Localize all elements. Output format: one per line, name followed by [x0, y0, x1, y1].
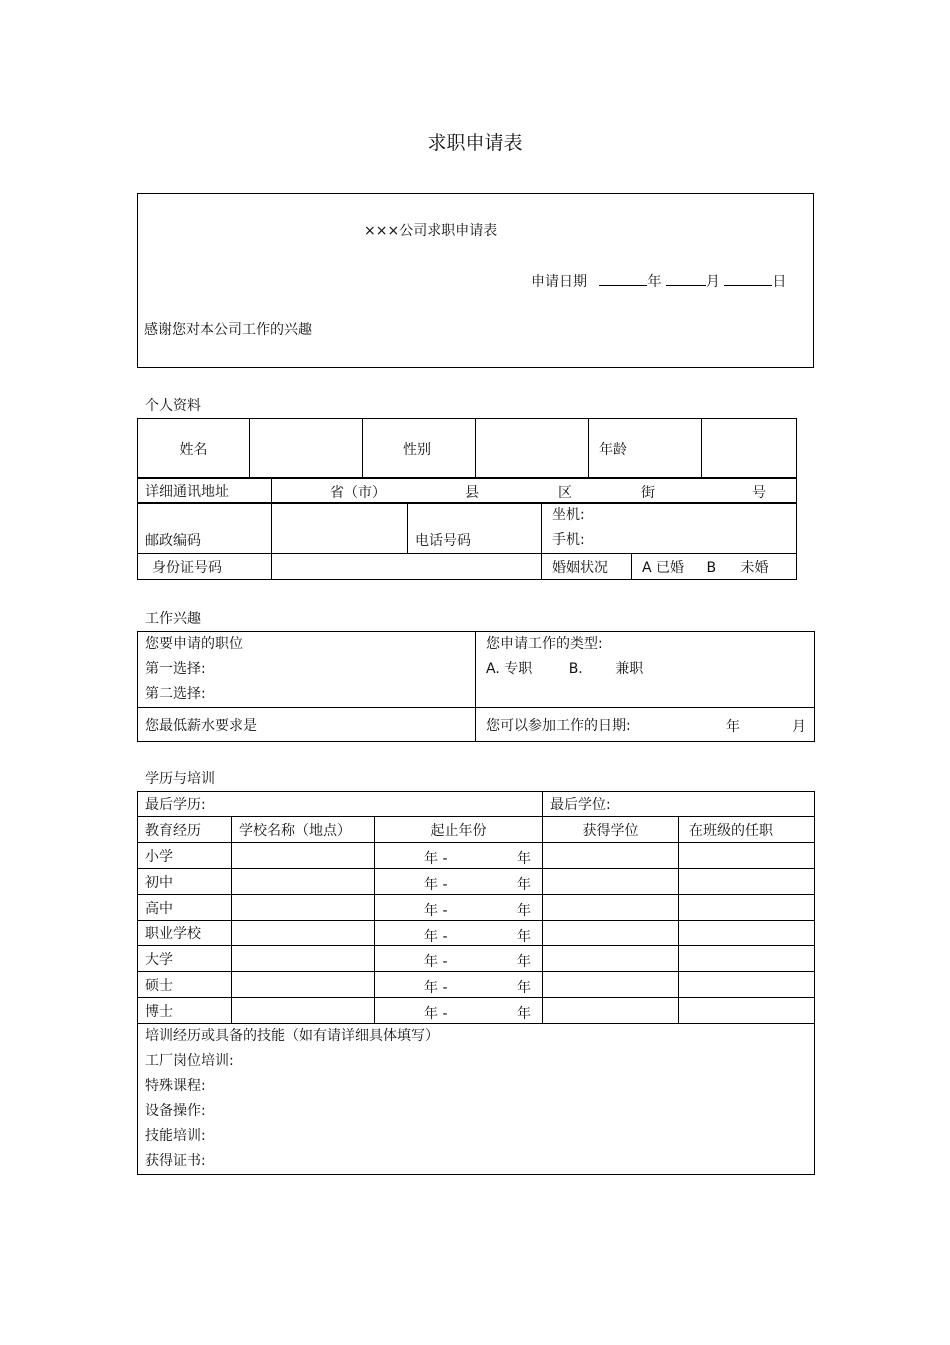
county-label: 县 [465, 485, 479, 501]
table-row [138, 998, 815, 1024]
marital-label: 婚姻状况 [542, 554, 632, 580]
phone-input[interactable] [542, 503, 797, 554]
section-interest: 工作兴趣 [145, 611, 201, 627]
header-school: 学校名称（地点） [232, 817, 375, 843]
apply-year-field[interactable] [599, 272, 647, 286]
table-row [138, 921, 815, 946]
year-from-label: 年 - [424, 954, 448, 970]
training-item: 工厂岗位培训: [145, 1053, 234, 1069]
year-from-label: 年 - [424, 851, 448, 867]
position-cell[interactable] [138, 632, 476, 708]
degree-input[interactable] [543, 998, 679, 1024]
thanks-text: 感谢您对本公司工作的兴趣 [144, 322, 312, 338]
personal-address-table [137, 477, 797, 504]
years-input[interactable] [375, 998, 543, 1024]
street-label: 街 [641, 485, 655, 501]
header-years: 起止年份 [375, 817, 543, 843]
personal-name-table [137, 418, 797, 479]
role-input[interactable] [679, 998, 815, 1024]
type-b-letter: B. [568, 661, 583, 677]
row-level: 硕士 [138, 972, 232, 998]
training-item: 技能培训: [145, 1128, 206, 1144]
table-row [138, 895, 815, 921]
table-row [138, 843, 815, 869]
start-month-label: 月 [792, 719, 806, 735]
phone-label: 电话号码 [408, 503, 542, 554]
apply-month-label: 月 [705, 274, 720, 290]
school-input[interactable] [232, 998, 375, 1024]
role-input[interactable] [679, 946, 815, 972]
personal-id-table [137, 553, 797, 580]
row-level: 高中 [138, 895, 232, 921]
number-label: 号 [752, 485, 766, 501]
address-label: 详细通讯地址 [138, 478, 272, 504]
name-input[interactable] [250, 419, 363, 479]
province-label: 省（市） [330, 485, 386, 501]
address-input[interactable] [272, 478, 797, 504]
degree-input[interactable] [543, 869, 679, 895]
type-b-option[interactable]: 兼职 [615, 661, 644, 677]
year-to-label: 年 [517, 980, 531, 996]
school-input[interactable] [232, 895, 375, 921]
mobile-label: 手机: [552, 532, 585, 548]
row-level: 小学 [138, 843, 232, 869]
header-degree: 获得学位 [543, 817, 679, 843]
years-input[interactable] [375, 869, 543, 895]
school-input[interactable] [232, 946, 375, 972]
training-item: 特殊课程: [145, 1078, 206, 1094]
table-row [138, 972, 815, 998]
district-label: 区 [558, 485, 572, 501]
degree-input[interactable] [543, 972, 679, 998]
gender-input[interactable] [476, 419, 589, 479]
school-input[interactable] [232, 921, 375, 946]
role-input[interactable] [679, 921, 815, 946]
id-input[interactable] [272, 554, 542, 580]
year-to-label: 年 [517, 851, 531, 867]
school-input[interactable] [232, 843, 375, 869]
row-level: 大学 [138, 946, 232, 972]
years-input[interactable] [375, 921, 543, 946]
year-from-label: 年 - [424, 929, 448, 945]
apply-year-label: 年 [647, 274, 662, 290]
year-to-label: 年 [517, 1006, 531, 1022]
training-title: 培训经历或具备的技能（如有请详细具体填写） [145, 1028, 439, 1044]
degree-input[interactable] [543, 946, 679, 972]
name-label: 姓名 [138, 419, 250, 479]
role-input[interactable] [679, 972, 815, 998]
gender-label: 性别 [363, 419, 476, 479]
school-input[interactable] [232, 972, 375, 998]
second-choice-label: 第二选择: [145, 686, 206, 702]
training-item: 获得证书: [145, 1153, 206, 1169]
company-title: ×××公司求职申请表 [364, 223, 498, 239]
age-label: 年龄 [589, 419, 702, 479]
landline-label: 坐机: [552, 507, 585, 523]
year-from-label: 年 - [424, 903, 448, 919]
section-education: 学历与培训 [145, 771, 215, 787]
section-personal: 个人资料 [145, 398, 201, 414]
years-input[interactable] [375, 843, 543, 869]
job-type-cell[interactable] [476, 632, 815, 708]
degree-input[interactable] [543, 843, 679, 869]
job-type-label: 您申请工作的类型: [486, 636, 603, 652]
year-from-label: 年 - [424, 1006, 448, 1022]
personal-contact-table [137, 502, 797, 554]
education-table [137, 791, 815, 1175]
header-experience: 教育经历 [138, 817, 232, 843]
age-input[interactable] [702, 419, 797, 479]
marital-options[interactable] [632, 554, 797, 580]
year-to-label: 年 [517, 929, 531, 945]
apply-date [531, 271, 786, 291]
degree-input[interactable] [543, 921, 679, 946]
interest-table [137, 631, 815, 742]
header-class-role: 在班级的任职 [679, 817, 815, 843]
role-input[interactable] [679, 895, 815, 921]
year-from-label: 年 - [424, 980, 448, 996]
page-title: 求职申请表 [427, 132, 523, 154]
unmarried-option[interactable]: 未婚 [740, 559, 769, 576]
start-year-label: 年 [726, 719, 740, 735]
role-input[interactable] [679, 843, 815, 869]
year-to-label: 年 [517, 903, 531, 919]
start-date-cell[interactable] [476, 708, 815, 742]
first-choice-label: 第一选择: [145, 661, 206, 677]
start-date-label: 您可以参加工作的日期: [486, 717, 631, 734]
table-row [138, 869, 815, 895]
married-option[interactable]: A 已婚 [642, 559, 685, 576]
year-to-label: 年 [517, 877, 531, 893]
apply-day-label: 日 [772, 274, 787, 290]
training-item: 设备操作: [145, 1103, 206, 1119]
years-input[interactable] [375, 946, 543, 972]
years-input[interactable] [375, 895, 543, 921]
apply-month-field[interactable] [666, 272, 706, 286]
header-box [137, 193, 814, 368]
row-level: 博士 [138, 998, 232, 1024]
year-from-label: 年 - [424, 877, 448, 893]
school-input[interactable] [232, 869, 375, 895]
last-education-label[interactable]: 最后学历: [138, 792, 543, 817]
year-to-label: 年 [517, 954, 531, 970]
last-degree-label[interactable]: 最后学位: [543, 792, 815, 817]
postcode-label: 邮政编码 [138, 503, 272, 554]
type-a-option[interactable]: A. 专职 [486, 661, 533, 677]
training-cell[interactable] [138, 1024, 815, 1175]
role-input[interactable] [679, 869, 815, 895]
min-salary-label[interactable]: 您最低薪水要求是 [138, 708, 476, 742]
degree-input[interactable] [543, 895, 679, 921]
postcode-input[interactable] [272, 503, 408, 554]
row-level: 职业学校 [138, 921, 232, 946]
table-row [138, 946, 815, 972]
unmarried-letter: B [706, 559, 717, 576]
id-label: 身份证号码 [138, 554, 272, 580]
apply-date-label: 申请日期 [531, 274, 587, 290]
row-level: 初中 [138, 869, 232, 895]
apply-day-field[interactable] [724, 272, 772, 286]
position-label: 您要申请的职位 [145, 636, 243, 652]
years-input[interactable] [375, 972, 543, 998]
